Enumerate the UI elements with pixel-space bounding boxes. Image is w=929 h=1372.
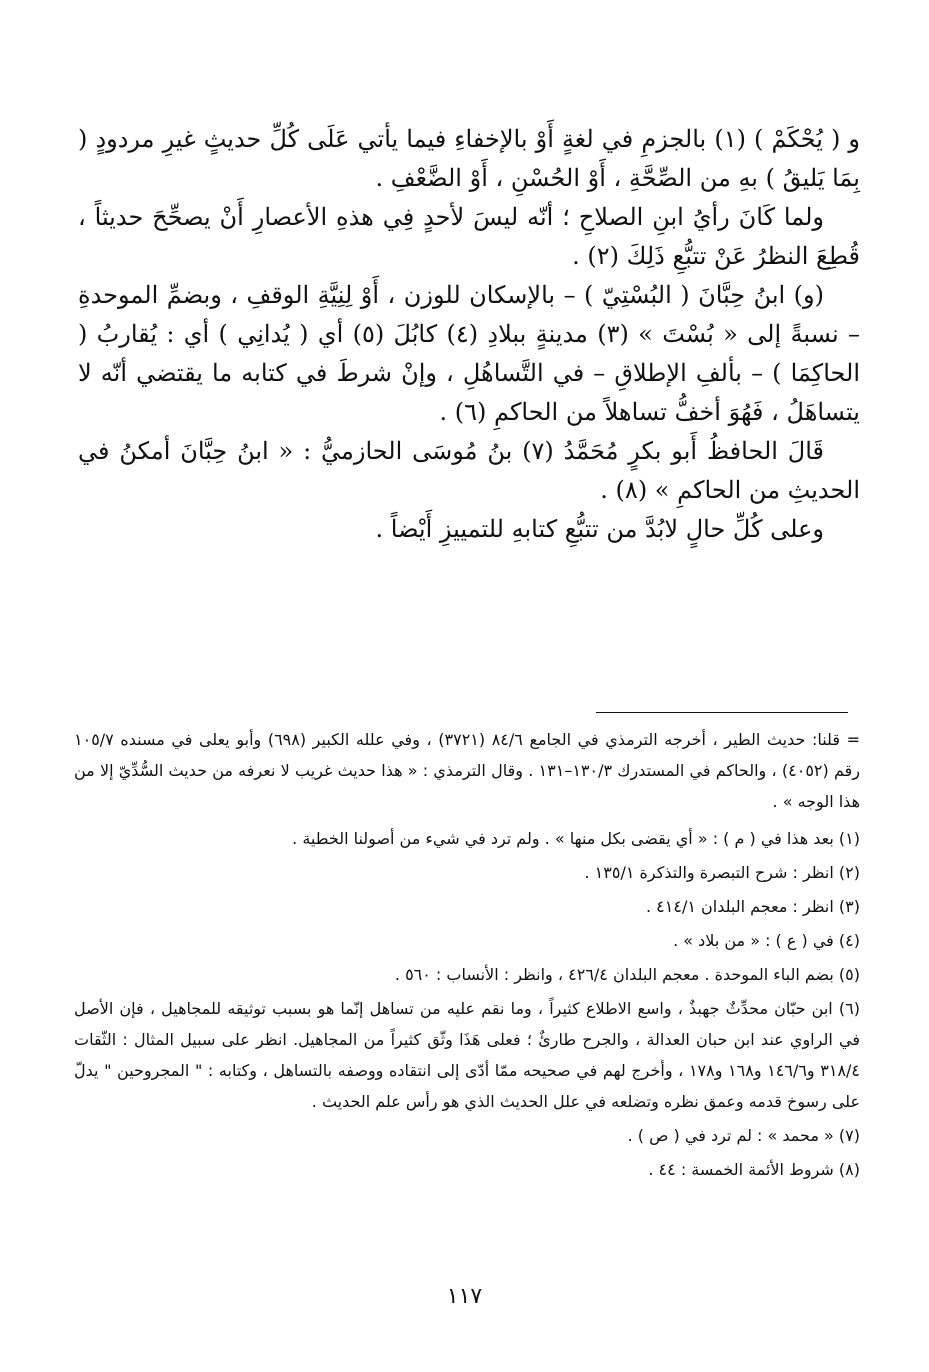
footnotes xyxy=(74,724,860,1188)
footnote-6: (٦) ابن حبّان محدِّثٌ جهبذٌ ، واسع الاطلاع كثيراً ، وما نقم عليه من تساهل إنّما هو بسبب توثيقه للمجاهيل ، فإن الأصل في الراوي عند ابن حبان العدالة ، والجرح طارئٌ ؛ فعلى هَذَا وثّق كثيراً من المجاهيل. انظر على سبيل المثال : الثّقات ٣١٨/٤ و١٤٦/٦ و١٦٨ و١٧٨ ، وأخرج لهم في صحيحه ممّا أدّى إلى انتقاده ووصفه بالتساهل ، وكتابه : " المجروحين " يدلّ على رسوخ قدمه وعمق نظره وتضلعه في علل الحديث الذي هو رأس علم الحديث . xyxy=(74,999,861,1111)
footnote-5: (٥) بضم الباء الموحدة . معجم البلدان ٤٢٦/٤ ، وانظر : الأنساب : ٥٦٠ . xyxy=(394,965,860,984)
footnote-4: (٤) في ( ع ) : « من بلاد » . xyxy=(673,931,860,950)
main-paragraph: وعلى كُلِّ حالٍ لابُدَّ من تتبُّعِ كتابهِ للتمييزِ أَيْضاً . xyxy=(375,515,824,543)
footnote-7: (٧) « محمد » : لم ترد في ( ص ) . xyxy=(627,1126,860,1145)
main-paragraph: قَالَ الحافظُ أَبو بكرٍ مُحَمَّدُ (٧) بنُ مُوسَى الحازميُّ : « ابنُ حِبَّانَ أمكنُ في الحديثِ من الحاكمِ » (٨) . xyxy=(78,437,860,504)
footnote-8: (٨) شروط الأئمة الخمسة : ٤٤ . xyxy=(648,1160,860,1179)
footnote-3: (٣) انظر : معجم البلدان ٤١٤/١ . xyxy=(646,897,860,916)
main-paragraph: ولما كَانَ رأيُ ابنِ الصلاحِ ؛ أنّه ليسَ لأحدٍ فِي هذهِ الأعصارِ أَنْ يصحِّحَ حديثاً ، قُطِعَ النظرُ عَنْ تتبُّعِ ذَلِكَ (٢) . xyxy=(78,203,860,270)
footnote-separator xyxy=(596,712,848,713)
main-paragraph: (و) ابنُ حِبَّانَ ( البُسْتِيّ ) – بالإسكان للوزن ، أَوْ لِنِيَّةِ الوقفِ ، وبضمِّ الموحدةِ – نسبةً إلى « بُسْتَ » (٣) مدينةٍ ببلادِ (٤) كابُلَ (٥) أي ( يُدانِي ) أي : يُقاربُ ( الحاكِمَا ) – بألفِ الإطلاقِ – في التَّساهُلِ ، وإنْ شرطَ في كتابه ما يقتضي أنّه لا يتساهَلُ ، فَهُوَ أخفُّ تساهلاً من الحاكمِ (٦) . xyxy=(78,281,861,426)
footnote-2: (٢) انظر : شرح التبصرة والتذكرة ١٣٥/١ . xyxy=(584,863,860,882)
footnote-1: (١) بعد هذا في ( م ) : « أي يقضى بكل منها » . ولم ترد في شيء من أصولنا الخطية . xyxy=(292,829,860,848)
page-number: ١١٧ xyxy=(446,1284,483,1309)
footnote-continuation: = قلنا: حديث الطير ، أخرجه الترمذي في الجامع ٨٤/٦ (٣٧٢١) ، وفي علله الكبير (٦٩٨) وأبو يعلى في مسنده ١٠٥/٧ رقم (٤٠٥٢) ، والحاكم في المستدرك ١٣٠/٣–١٣١ . وقال الترمذي : « هذا حديث غريب لا نعرفه من حديث السُّدِّيّ إلا من هذا الوجه » . xyxy=(74,730,860,811)
main-text xyxy=(78,120,860,549)
main-paragraph: و ( يُحْكَمْ ) (١) بالجزمِ في لغةٍ أَوْ بالإخفاءِ فيما يأتي عَلَى كُلِّ حديثٍ غيرِ مردودٍ ( بِمَا يَليقُ ) بهِ من الصِّحَّةِ ، أَوْ الحُسْنِ ، أَوْ الضَّعْفِ . xyxy=(78,125,861,192)
